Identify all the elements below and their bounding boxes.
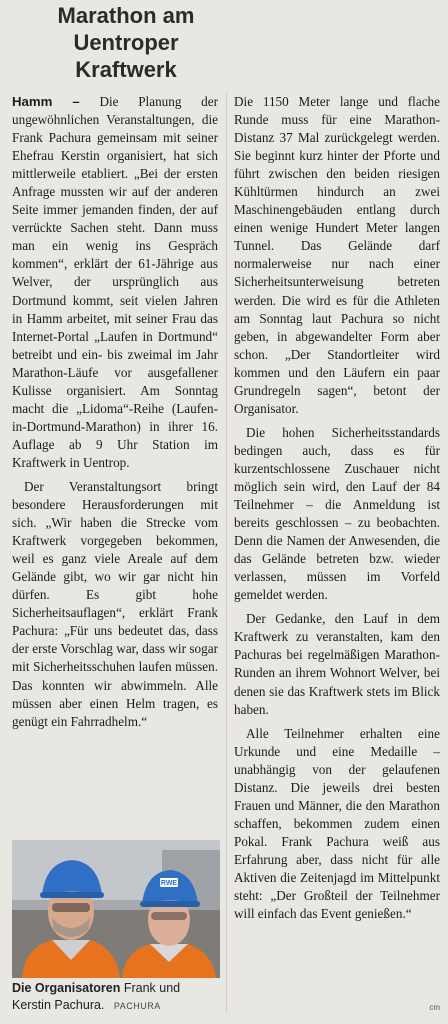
helmet-logo: RWE (160, 880, 178, 887)
paragraph: Die hohen Sicherheitsstandards bedingen auch, dass es für kurzentschlossene Zuschauer nicht möglich sein wird, den Lauf der 84 Teilnehmer – die Anmeldung ist bereits geschlossen – zu beobachten. Denn die Namen der Anwesenden, die das Gelände betreten bzw. wieder verlassen, müssen im Vorfeld gemeldet werden. (234, 424, 440, 603)
article-column-1 (12, 93, 218, 737)
paragraph: Der Veranstaltungsort bringt besondere Herausforderungen mit sich. „Wir haben die Strecke vom Kraftwerk vorgegeben bekommen, weil es ganz viele Areale auf dem Gelände gibt, wo wir gar nicht hin dürfen. Es gibt hohe Sicherheitsauflagen“, erklärt Frank Pachura: „Für uns bedeutet das, dass der erste Vorschlag war, dass wir sogar mit Sicherheitsschuhen laufen müssen. Das konnten wir abwimmeln. Alle müssen aber einen Helm tragen, es genügt ein Fahrradhelm.“ (12, 478, 218, 729)
article-column-2 (234, 93, 440, 929)
paragraph: Die 1150 Meter lange und flache Runde muss für eine Marathon-Distanz 37 Mal zurückgelegt werden. Sie beginnt kurz hinter der Pforte und führt zwischen den beiden riesigen Kühltürmen hindurch an zwei Maschinengebäuden entlang durch einen wenige Hundert Meter langen Tunnel. Das Gelände darf normalerweise nur nach einer Sicherheitsunterweisung betreten werden. Die wird es für die Athleten am Sonntag laut Pachura so nicht geben, in abgewandelter Form aber schon. „Der Standortleiter wird kommen und den Läufern ein paar Grundregeln sagen“, betont der Organisator. (234, 94, 440, 416)
caption-bold: Die Organisatoren (12, 981, 121, 995)
paragraph: Der Gedanke, den Lauf in dem Kraftwerk zu veranstalten, kam den Pachuras bei regelmäßigen Marathon-Runden an ihrem Wohnort Welver, bei denen sie das Kraftwerk stets im Blick haben. (234, 611, 440, 717)
paragraph-text: Die Planung der ungewöhnlichen Veranstaltungen, die Frank Pachura gemeinsam mit seiner Ehefrau Kerstin organisiert, hat sich mittlerweile etabliert. „Bei der ersten Anfrage mussten wir auf der anderen Seite immer jemanden finden, der auf verrückte Sachen steht. Dann muss man ein wenig ins Gespräch kommen“, erklärt der 61-Jährige aus Welver, der ursprünglich aus Dortmund kommt, seit vielen Jahren in Hamm arbeitet, mit seiner Frau das Internet-Portal „Laufen in Dortmund“ betreibt und ein- bis zweimal im Jahr Marathon-Läufe vor ausgefallener Kulisse organisiert. Am Sonntag macht die „Lidoma“-Reihe (Laufen-in-Dortmund-Marathon) in ihrer 16. Auflage ab 9 Uhr Station im Kraftwerk in Uentrop. (12, 94, 218, 470)
photo-caption (12, 980, 220, 1015)
column-divider (226, 93, 227, 1013)
headline-line-1: Marathon am (57, 3, 195, 28)
caption-text: Frank und Kerstin Pachura. (12, 981, 181, 1012)
headline-line-2: Uentroper (73, 30, 179, 55)
paragraph (12, 93, 218, 472)
author-tag: cm (429, 1003, 440, 1012)
dateline: Hamm – (12, 94, 80, 109)
headline (0, 2, 252, 83)
paragraph: Alle Teilnehmer erhalten eine Urkunde und eine Medaille – unabhängig von der gelaufenen Distanz. Die jeweils drei besten Frauen und Männer, die den Marathon schaffen, bekommen zudem einen Pokal. Frank Pachura weiß aus Erfahrung aber, dass nicht für alle Aktiven die Zeitenjagd im Mittelpunkt steht: „Der Großteil der Teilnehmer will einfach das Event genießen.“ (234, 725, 440, 922)
headline-line-3: Kraftwerk (75, 57, 177, 82)
photo-credit: PACHURA (113, 1001, 161, 1011)
organizers-photo (12, 840, 220, 978)
